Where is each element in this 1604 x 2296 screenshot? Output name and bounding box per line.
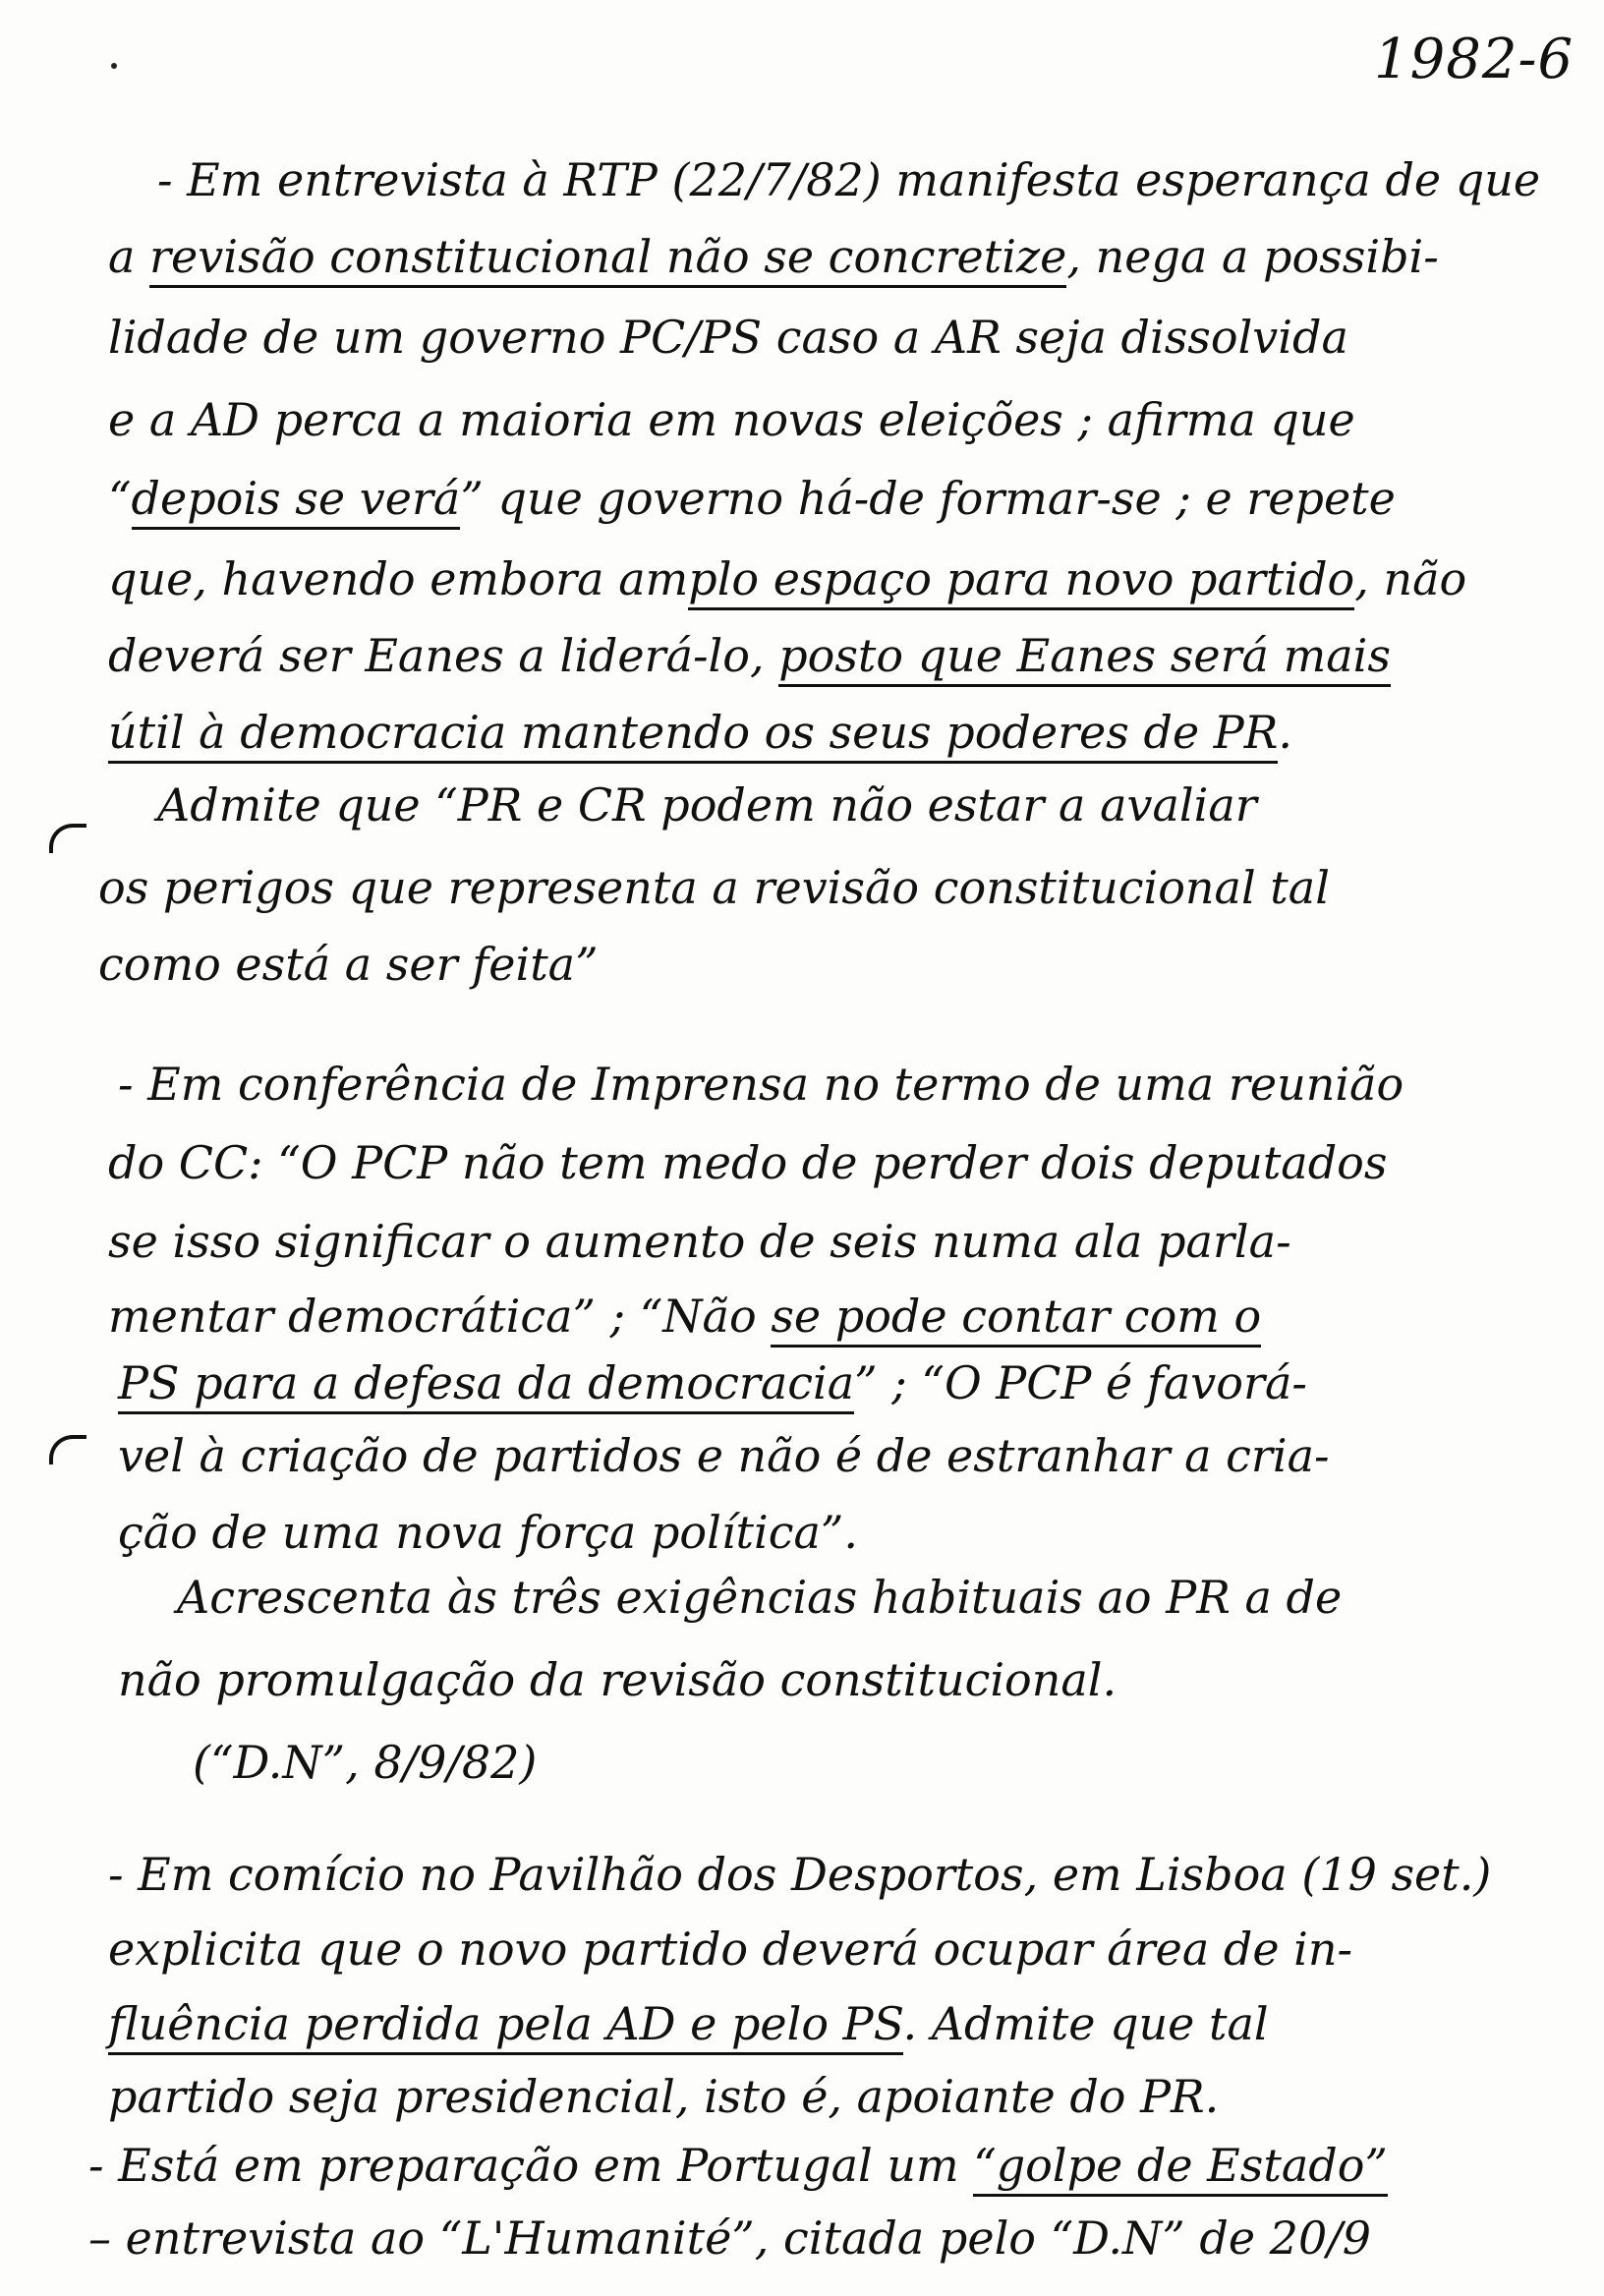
text-line: lidade de um governo PC/PS caso a AR seja dissolvida — [108, 311, 1348, 364]
margin-mark — [49, 1435, 86, 1464]
text-line: não promulgação da revisão constitucional. — [118, 1653, 1117, 1706]
text-line: “depois se verá” que governo há-de formar-se ; e repete — [108, 476, 1396, 521]
text-line: fluência perdida pela AD e pelo PS. Admite que tal — [108, 2001, 1269, 2046]
text-line: se isso significar o aumento de seis numa ala parla- — [108, 1215, 1291, 1268]
text-line: - Em entrevista à RTP (22/7/82) manifesta esperança de que — [157, 153, 1541, 206]
page-number: 1982-6 — [1374, 28, 1575, 91]
text-line: ção de uma nova força política”. — [118, 1506, 859, 1559]
text-line: vel à criação de partidos e não é de estranhar a cria- — [118, 1429, 1330, 1482]
text-line: partido seja presidencial, isto é, apoiante do PR. — [108, 2070, 1220, 2123]
text-line: explicita que o novo partido deverá ocupar área de in- — [108, 1923, 1353, 1976]
text-line: que, havendo embora amplo espaço para novo partido, não — [108, 556, 1466, 602]
text-line: do CC: “O PCP não tem medo de perder dois deputados — [108, 1136, 1388, 1189]
text-line: Admite que “PR e CR podem não estar a avaliar — [157, 778, 1257, 832]
text-line: (“D.N”, 8/9/82) — [193, 1736, 538, 1789]
text-line: os perigos que representa a revisão constitucional tal — [98, 861, 1330, 914]
text-line: Acrescenta às três exigências habituais ao PR a de — [177, 1571, 1343, 1624]
text-line: - Em conferência de Imprensa no termo de uma reunião — [118, 1058, 1404, 1111]
ink-speck — [111, 63, 117, 69]
text-line: – entrevista ao “L'Humanité”, citada pelo “D.N” de 20/9 — [88, 2211, 1371, 2265]
text-line: mentar democrática” ; “Não se pode contar com o — [108, 1293, 1261, 1339]
text-line: como está a ser feita” — [98, 938, 599, 991]
text-line: e a AD perca a maioria em novas eleições ; afirma que — [108, 393, 1355, 446]
margin-mark — [49, 824, 86, 853]
text-line: útil à democracia mantendo os seus poderes de PR. — [108, 710, 1292, 755]
text-line: deverá ser Eanes a liderá-lo, posto que Eanes será mais — [108, 633, 1391, 678]
text-line: - Está em preparação em Portugal um “golpe de Estado” — [88, 2143, 1388, 2188]
text-line: a revisão constitucional não se concretize, nega a possibi- — [108, 234, 1439, 279]
text-line: - Em comício no Pavilhão dos Desportos, em Lisboa (19 set.) — [108, 1848, 1492, 1901]
text-line: PS para a defesa da democracia” ; “O PCP é favorá- — [118, 1360, 1307, 1406]
